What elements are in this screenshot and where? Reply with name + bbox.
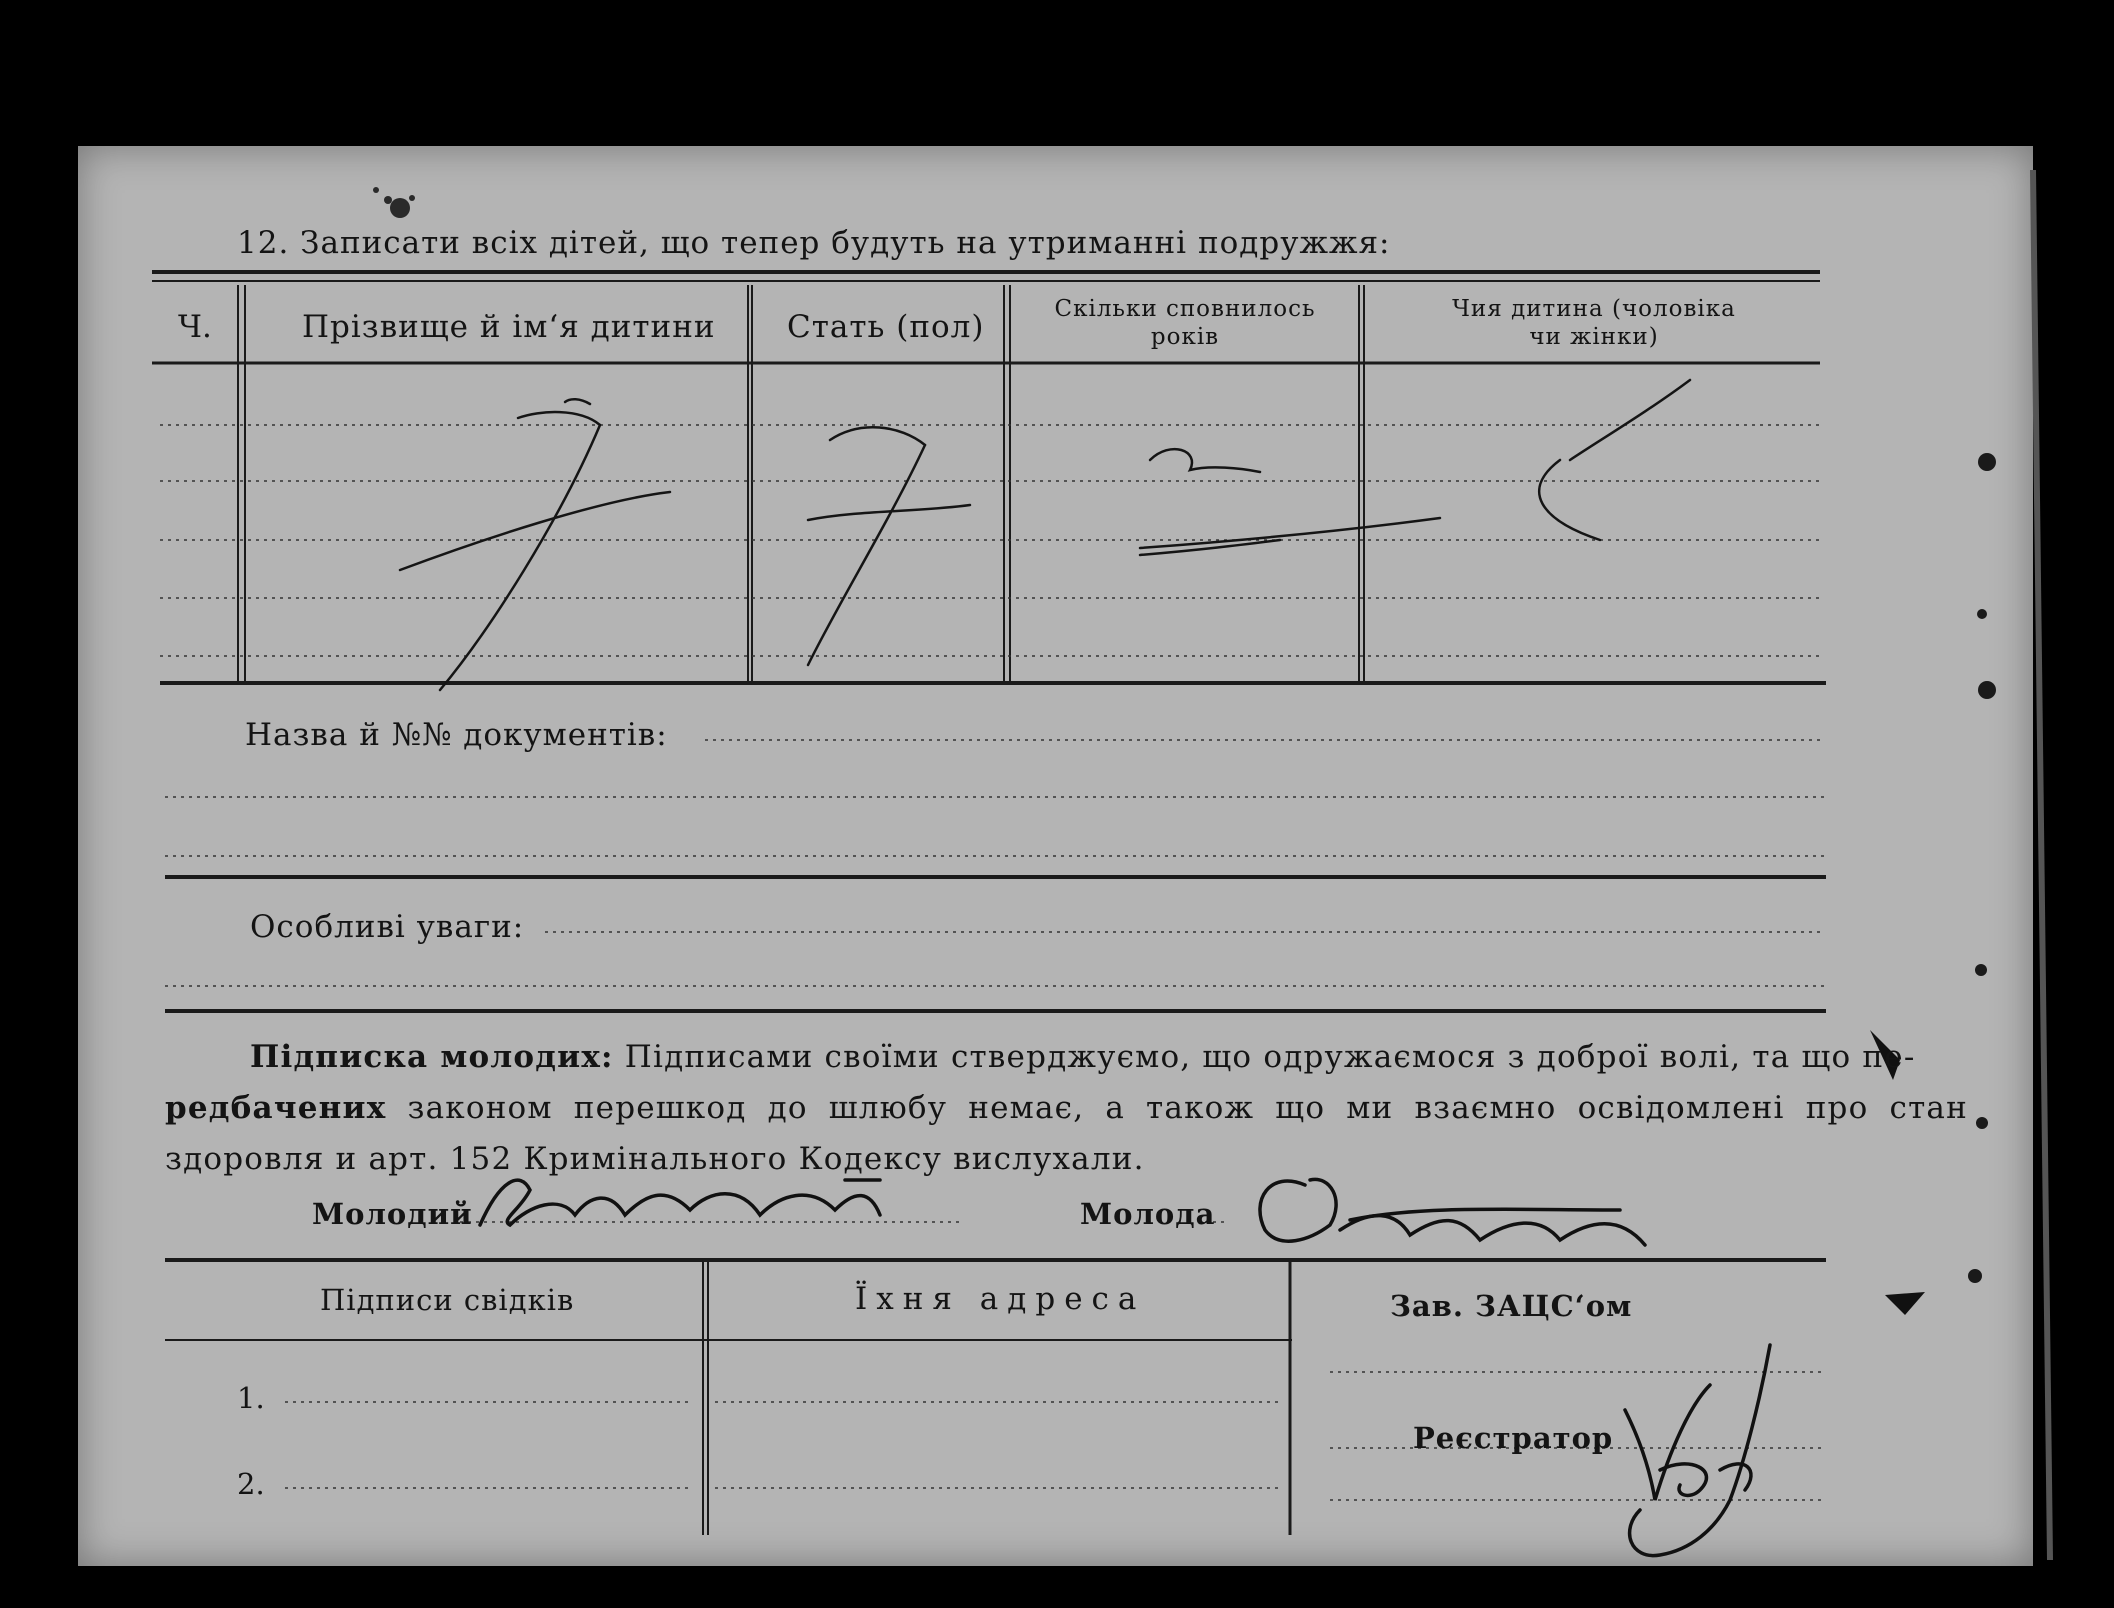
paper-edge	[2033, 170, 2050, 1560]
header-sex: Стать (пол)	[787, 309, 985, 345]
header-number: Ч.	[178, 309, 212, 345]
registrar-signature-mark	[1625, 1345, 1770, 1556]
pledge-line2-text: законом перешкод до шлюбу немає, а також що ми взаємно освідомлені про стан	[407, 1090, 1968, 1126]
documents-label: Назва й №№ документів:	[245, 717, 668, 753]
strike-curve	[1539, 460, 1600, 540]
remarks-label: Особливі уваги:	[250, 909, 525, 945]
witness-row-1: 1.	[237, 1381, 265, 1415]
section-title: 12. Записати всіх дітей, що тепер будуть на утриманні подружжя:	[237, 225, 1391, 261]
pledge-line1-text: Підписами своїми стверджуємо, що одружаємося з доброї волі, та що пе-	[624, 1039, 1916, 1075]
groom-signature-mark	[480, 1180, 880, 1225]
handwritten-strokes	[400, 380, 1690, 690]
strike-tick	[565, 399, 590, 404]
witness-row-2: 2.	[237, 1467, 265, 1501]
groom-label: Молодий	[312, 1197, 473, 1231]
pledge-line3: здоровля и арт. 152 Кримінального Кодексу вислухали.	[165, 1141, 1145, 1177]
office-head-label: Зав. ЗАЦС‘ом	[1390, 1289, 1633, 1323]
strike-7-stem-1	[440, 425, 600, 690]
bride-signature-mark	[1260, 1179, 1645, 1245]
ink-blot	[373, 187, 415, 218]
binding-holes	[1968, 453, 1996, 1283]
witness-signatures-header: Підписи свідків	[320, 1283, 575, 1317]
pledge-line1	[250, 1039, 1916, 1075]
strike-7-top-1	[518, 412, 600, 425]
strike-dash	[1140, 518, 1440, 548]
strike-7-top-2	[830, 427, 925, 445]
header-whose-line1: Чия дитина (чоловіка	[1452, 296, 1736, 322]
strike-slash	[1570, 380, 1690, 460]
strike-7-cross-1	[400, 492, 670, 570]
pledge-line2-bold: редбачених	[165, 1090, 387, 1126]
registrar-label: Реєстратор	[1413, 1421, 1614, 1455]
header-child-name: Прізвище й ім‘я дитини	[302, 309, 716, 345]
header-whose-line2: чи жінки)	[1529, 324, 1659, 350]
header-age-line2: років	[1150, 324, 1220, 350]
witness-address-header: Їхня адреса	[855, 1281, 1146, 1317]
bride-label: Молода	[1080, 1197, 1216, 1231]
paper-tear-2	[1885, 1292, 1925, 1315]
strike-2	[1150, 449, 1260, 472]
header-age-line1: Скільки сповнилось	[1054, 296, 1316, 322]
pledge-line2	[165, 1090, 1968, 1126]
pledge-heading: Підписка молодих:	[250, 1039, 614, 1075]
strike-7-stem-2	[808, 445, 925, 665]
